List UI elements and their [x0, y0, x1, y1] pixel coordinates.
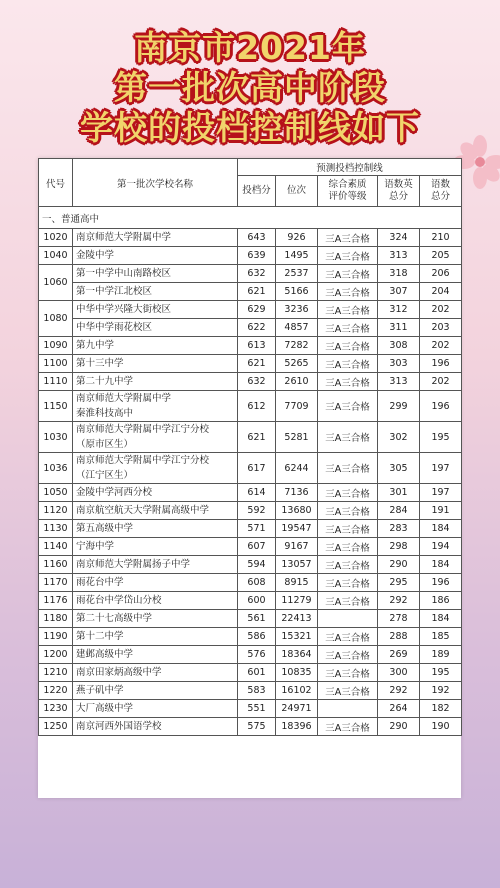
school-name-line: 秦淮科技高中: [76, 408, 134, 419]
cell-school-name: [73, 301, 238, 319]
cell-cem-total: 311: [378, 319, 420, 337]
cell-cem-total: 290: [378, 718, 420, 736]
cell-school-name: [73, 422, 238, 453]
cell-cm-total: 206: [420, 265, 462, 283]
cell-score: 629: [238, 301, 276, 319]
cell-cm-total: 182: [420, 700, 462, 718]
cell-cem-total: 318: [378, 265, 420, 283]
school-name-line: （江宁区生）: [76, 470, 134, 481]
school-name-line: （原市区生）: [76, 439, 134, 450]
cell-quality: 三A三合格: [318, 247, 378, 265]
cell-quality: 三A三合格: [318, 556, 378, 574]
cell-quality: 三A三合格: [318, 718, 378, 736]
cell-score: 601: [238, 664, 276, 682]
cell-code: 1176: [39, 592, 73, 610]
cell-code: 1110: [39, 373, 73, 391]
school-name-line: 第二十七高级中学: [76, 613, 153, 624]
cell-cm-total: 197: [420, 484, 462, 502]
cell-quality: 三A三合格: [318, 319, 378, 337]
school-name-line: 南京师范大学附属扬子中学: [76, 559, 191, 570]
header-group: 预测投档控制线: [238, 159, 462, 176]
cell-rank: 2610: [276, 373, 318, 391]
cell-cem-total: 292: [378, 682, 420, 700]
cell-school-name: [73, 682, 238, 700]
table-row: [39, 265, 462, 283]
table-row: [39, 682, 462, 700]
table-row: [39, 664, 462, 682]
cell-quality: 三A三合格: [318, 301, 378, 319]
cell-quality: 三A三合格: [318, 574, 378, 592]
school-name-line: 南京航空航天大学附属高级中学: [76, 505, 210, 516]
school-name-line: 雨花台中学岱山分校: [76, 595, 162, 606]
cell-quality: 三A三合格: [318, 664, 378, 682]
cell-score: 592: [238, 502, 276, 520]
cell-cm-total: 203: [420, 319, 462, 337]
school-name-line: 第十二中学: [76, 631, 124, 642]
cell-cem-total: 278: [378, 610, 420, 628]
cell-cm-total: 202: [420, 337, 462, 355]
school-name-line: 南京师范大学附属中学: [76, 232, 172, 243]
cell-cm-total: 184: [420, 610, 462, 628]
cell-rank: 7282: [276, 337, 318, 355]
title-line-2: 第一批次高中阶段: [114, 68, 386, 107]
cell-score: 594: [238, 556, 276, 574]
cell-code: 1036: [39, 453, 73, 484]
cell-school-name: [73, 229, 238, 247]
cell-rank: 16102: [276, 682, 318, 700]
table-row: [39, 422, 462, 453]
cell-cm-total: 192: [420, 682, 462, 700]
cell-school-name: [73, 391, 238, 422]
cell-cem-total: 300: [378, 664, 420, 682]
cell-cm-total: 184: [420, 556, 462, 574]
cell-school-name: [73, 700, 238, 718]
cell-quality: [318, 700, 378, 718]
cell-score: 575: [238, 718, 276, 736]
cell-score: 621: [238, 422, 276, 453]
cell-school-name: [73, 556, 238, 574]
table-row: [39, 319, 462, 337]
cell-cm-total: 195: [420, 422, 462, 453]
cell-cm-total: 204: [420, 283, 462, 301]
cell-cem-total: 312: [378, 301, 420, 319]
title-line-3: 学校的投档控制线如下: [80, 108, 420, 147]
cell-quality: 三A三合格: [318, 682, 378, 700]
cell-school-name: [73, 628, 238, 646]
cell-cem-total: 298: [378, 538, 420, 556]
cell-cm-total: 190: [420, 718, 462, 736]
cell-school-name: [73, 247, 238, 265]
cell-rank: 18364: [276, 646, 318, 664]
cell-code: 1220: [39, 682, 73, 700]
table-row: [39, 229, 462, 247]
header-school-name: 第一批次学校名称: [73, 159, 238, 207]
cell-code: 1120: [39, 502, 73, 520]
table-row: [39, 301, 462, 319]
cell-code: 1030: [39, 422, 73, 453]
cell-rank: 18396: [276, 718, 318, 736]
cell-quality: 三A三合格: [318, 628, 378, 646]
cell-quality: 三A三合格: [318, 229, 378, 247]
cell-score: 622: [238, 319, 276, 337]
cell-rank: 19547: [276, 520, 318, 538]
cell-quality: 三A三合格: [318, 592, 378, 610]
cell-code: 1090: [39, 337, 73, 355]
cell-rank: 6244: [276, 453, 318, 484]
school-name-line: 金陵中学河西分校: [76, 487, 153, 498]
cell-rank: 22413: [276, 610, 318, 628]
table-row: [39, 628, 462, 646]
cell-quality: 三A三合格: [318, 646, 378, 664]
header-cm-total: 语数 总分: [420, 176, 462, 207]
cell-cem-total: 313: [378, 247, 420, 265]
cell-school-name: [73, 520, 238, 538]
cell-cm-total: 191: [420, 502, 462, 520]
cell-cm-total: 205: [420, 247, 462, 265]
cell-score: 632: [238, 265, 276, 283]
school-name-line: 第十三中学: [76, 358, 124, 369]
cell-code: 1080: [39, 301, 73, 337]
cell-cem-total: 303: [378, 355, 420, 373]
cell-code: 1040: [39, 247, 73, 265]
cell-cm-total: 210: [420, 229, 462, 247]
cell-cem-total: 269: [378, 646, 420, 664]
cell-quality: 三A三合格: [318, 520, 378, 538]
school-name-line: 宁海中学: [76, 541, 115, 552]
cell-rank: 3236: [276, 301, 318, 319]
cell-school-name: [73, 283, 238, 301]
cell-rank: 9167: [276, 538, 318, 556]
cell-cm-total: 184: [420, 520, 462, 538]
table-row: [39, 484, 462, 502]
cell-score: 613: [238, 337, 276, 355]
cell-school-name: [73, 502, 238, 520]
cell-score: 621: [238, 355, 276, 373]
cell-cm-total: 185: [420, 628, 462, 646]
cell-cm-total: 189: [420, 646, 462, 664]
cell-rank: 5166: [276, 283, 318, 301]
cell-cem-total: 284: [378, 502, 420, 520]
cell-cm-total: 194: [420, 538, 462, 556]
table-row: [39, 453, 462, 484]
cell-score: 571: [238, 520, 276, 538]
cell-cm-total: 196: [420, 574, 462, 592]
cell-school-name: [73, 646, 238, 664]
table-row: [39, 520, 462, 538]
table-row: [39, 718, 462, 736]
cell-school-name: [73, 319, 238, 337]
cell-cem-total: 288: [378, 628, 420, 646]
cell-school-name: [73, 484, 238, 502]
table-row: [39, 283, 462, 301]
cell-quality: [318, 610, 378, 628]
school-name-line: 南京师范大学附属中学江宁分校: [76, 424, 210, 435]
school-name-line: 南京河西外国语学校: [76, 721, 162, 732]
cell-rank: 13057: [276, 556, 318, 574]
table-row: [39, 556, 462, 574]
cell-cem-total: 324: [378, 229, 420, 247]
cell-cem-total: 264: [378, 700, 420, 718]
table-row: [39, 247, 462, 265]
school-name-line: 第一中学中山南路校区: [76, 268, 172, 279]
school-name-line: 中华中学兴隆大街校区: [76, 304, 172, 315]
header-score: 投档分: [238, 176, 276, 207]
cell-score: 608: [238, 574, 276, 592]
cell-cem-total: 295: [378, 574, 420, 592]
cell-cem-total: 302: [378, 422, 420, 453]
cell-score: 561: [238, 610, 276, 628]
cell-cem-total: 307: [378, 283, 420, 301]
cell-rank: 15321: [276, 628, 318, 646]
section-label: 一、普通高中: [39, 207, 462, 229]
header-rank: 位次: [276, 176, 318, 207]
cell-rank: 926: [276, 229, 318, 247]
cell-cem-total: 305: [378, 453, 420, 484]
cell-score: 617: [238, 453, 276, 484]
cell-school-name: [73, 355, 238, 373]
cell-quality: 三A三合格: [318, 538, 378, 556]
cell-cm-total: 197: [420, 453, 462, 484]
cell-quality: 三A三合格: [318, 484, 378, 502]
school-name-line: 雨花台中学: [76, 577, 124, 588]
cell-cem-total: 299: [378, 391, 420, 422]
cell-rank: 24971: [276, 700, 318, 718]
cell-score: 583: [238, 682, 276, 700]
cell-rank: 2537: [276, 265, 318, 283]
cell-score: 643: [238, 229, 276, 247]
cell-score: 632: [238, 373, 276, 391]
cell-code: 1060: [39, 265, 73, 301]
page-title: [0, 28, 500, 148]
school-name-line: 第二十九中学: [76, 376, 134, 387]
cell-cem-total: 308: [378, 337, 420, 355]
cell-rank: 5265: [276, 355, 318, 373]
cell-code: 1050: [39, 484, 73, 502]
cell-cem-total: 301: [378, 484, 420, 502]
cell-school-name: [73, 337, 238, 355]
cell-code: 1200: [39, 646, 73, 664]
cell-school-name: [73, 453, 238, 484]
cell-code: 1150: [39, 391, 73, 422]
cell-cem-total: 313: [378, 373, 420, 391]
school-name-line: 燕子矶中学: [76, 685, 124, 696]
table-row: [39, 373, 462, 391]
cell-cem-total: 290: [378, 556, 420, 574]
school-name-line: 第九中学: [76, 340, 115, 351]
cell-cem-total: 283: [378, 520, 420, 538]
cell-school-name: [73, 610, 238, 628]
table-row: [39, 610, 462, 628]
cell-quality: 三A三合格: [318, 422, 378, 453]
cell-score: 586: [238, 628, 276, 646]
cell-school-name: [73, 574, 238, 592]
cell-school-name: [73, 718, 238, 736]
cell-rank: 1495: [276, 247, 318, 265]
cell-rank: 13680: [276, 502, 318, 520]
cell-cem-total: 292: [378, 592, 420, 610]
school-name-line: 建邺高级中学: [76, 649, 134, 660]
cell-rank: 10835: [276, 664, 318, 682]
cell-cm-total: 202: [420, 373, 462, 391]
cell-score: 614: [238, 484, 276, 502]
cell-school-name: [73, 664, 238, 682]
cell-score: 639: [238, 247, 276, 265]
school-name-line: 金陵中学: [76, 250, 115, 261]
table-row: [39, 502, 462, 520]
cell-cm-total: 196: [420, 391, 462, 422]
cell-school-name: [73, 373, 238, 391]
table-row: [39, 391, 462, 422]
cell-code: 1160: [39, 556, 73, 574]
cell-rank: 4857: [276, 319, 318, 337]
cell-code: 1190: [39, 628, 73, 646]
cell-code: 1250: [39, 718, 73, 736]
table-row: [39, 646, 462, 664]
cell-code: 1180: [39, 610, 73, 628]
table-row: [39, 355, 462, 373]
cell-quality: 三A三合格: [318, 265, 378, 283]
cell-code: 1020: [39, 229, 73, 247]
table-row: [39, 700, 462, 718]
school-name-line: 南京师范大学附属中学: [76, 393, 172, 404]
cell-score: 600: [238, 592, 276, 610]
header-cem-total: 语数英 总分: [378, 176, 420, 207]
cell-school-name: [73, 538, 238, 556]
cell-score: 576: [238, 646, 276, 664]
table-row: [39, 538, 462, 556]
cell-school-name: [73, 592, 238, 610]
table-row: [39, 574, 462, 592]
cell-code: 1100: [39, 355, 73, 373]
cell-school-name: [73, 265, 238, 283]
cell-score: 621: [238, 283, 276, 301]
table-row: [39, 337, 462, 355]
score-table-document: [38, 158, 461, 798]
school-name-line: 第五高级中学: [76, 523, 134, 534]
title-line-1: 南京市2021年: [134, 28, 366, 67]
cell-code: 1140: [39, 538, 73, 556]
school-name-line: 南京师范大学附属中学江宁分校: [76, 455, 210, 466]
cell-cm-total: 186: [420, 592, 462, 610]
cell-code: 1230: [39, 700, 73, 718]
cell-quality: 三A三合格: [318, 453, 378, 484]
cell-cm-total: 202: [420, 301, 462, 319]
score-table: [38, 158, 462, 736]
cell-score: 551: [238, 700, 276, 718]
cell-rank: 5281: [276, 422, 318, 453]
cell-quality: 三A三合格: [318, 373, 378, 391]
cell-quality: 三A三合格: [318, 337, 378, 355]
cell-quality: 三A三合格: [318, 355, 378, 373]
header-code: 代号: [39, 159, 73, 207]
school-name-line: 第一中学江北校区: [76, 286, 153, 297]
cell-quality: 三A三合格: [318, 283, 378, 301]
cell-rank: 7136: [276, 484, 318, 502]
cell-score: 607: [238, 538, 276, 556]
cell-score: 612: [238, 391, 276, 422]
cell-rank: 11279: [276, 592, 318, 610]
table-row: [39, 592, 462, 610]
cell-code: 1210: [39, 664, 73, 682]
cell-cm-total: 195: [420, 664, 462, 682]
school-name-line: 南京田家炳高级中学: [76, 667, 162, 678]
cell-quality: 三A三合格: [318, 502, 378, 520]
school-name-line: 中华中学雨花校区: [76, 322, 153, 333]
header-quality: 综合素质 评价等级: [318, 176, 378, 207]
cell-rank: 7709: [276, 391, 318, 422]
school-name-line: 大厂高级中学: [76, 703, 134, 714]
cell-code: 1130: [39, 520, 73, 538]
cell-code: 1170: [39, 574, 73, 592]
cell-quality: 三A三合格: [318, 391, 378, 422]
cell-cm-total: 196: [420, 355, 462, 373]
cell-rank: 8915: [276, 574, 318, 592]
